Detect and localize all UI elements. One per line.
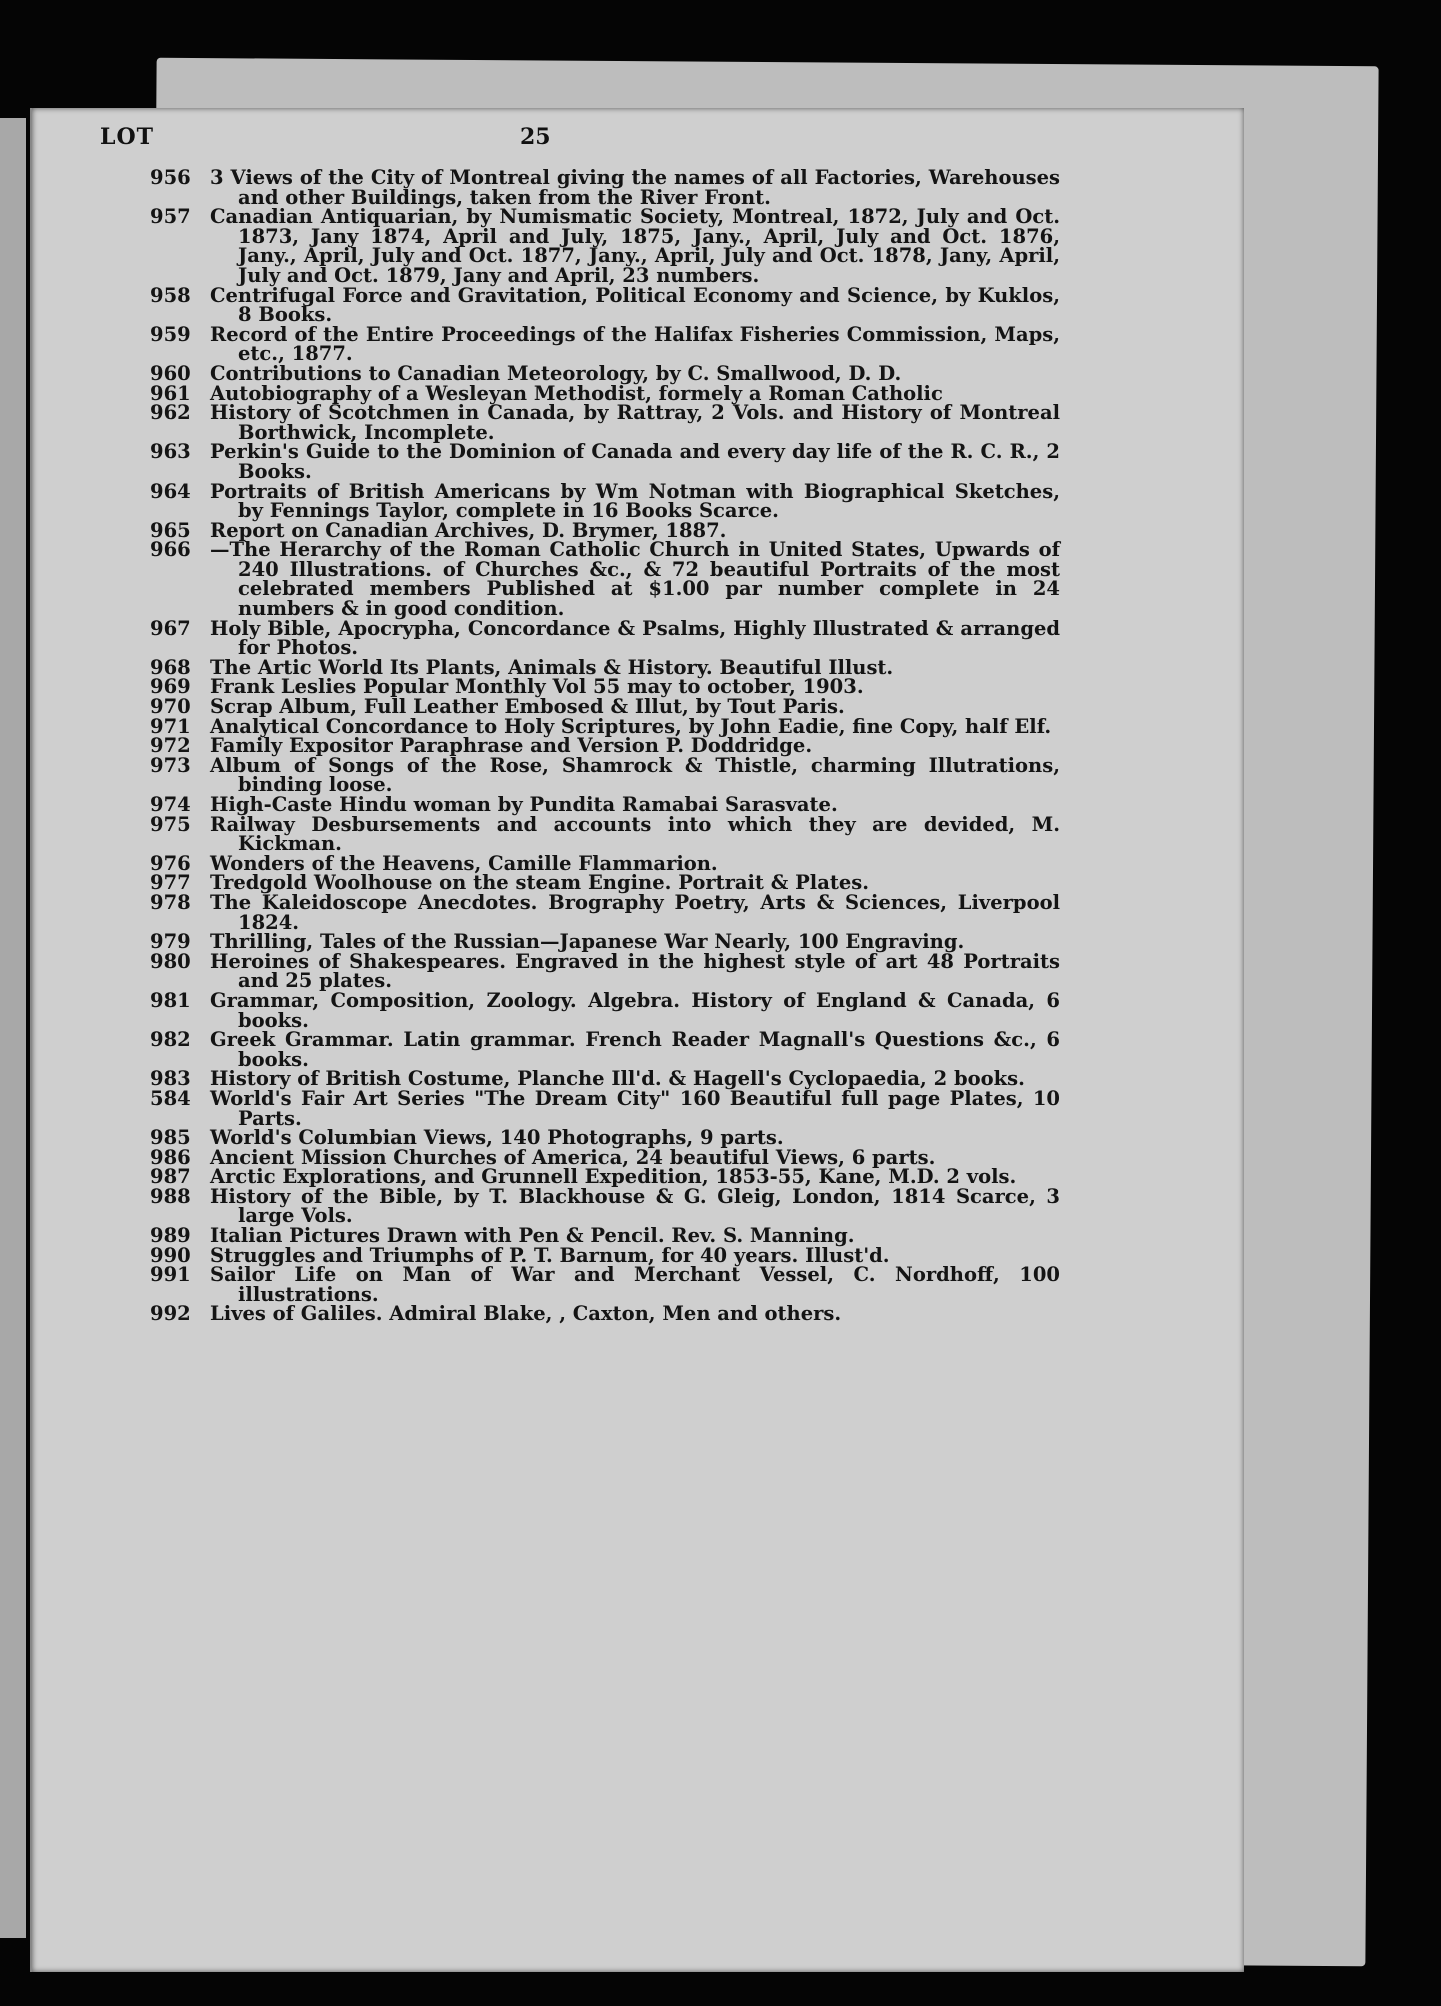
lot-description: Grammar, Composition, Zoology. Algebra. History of England & Canada, 6 books. — [210, 988, 1060, 1032]
list-item — [150, 1128, 1060, 1148]
lot-description: Record of the Entire Proceedings of the Halifax Fisheries Commission, Maps, etc., 1877. — [210, 322, 1060, 366]
list-item — [150, 1030, 1060, 1069]
list-item — [150, 932, 1060, 952]
lot-number: 992 — [150, 1302, 191, 1326]
lot-number: 977 — [150, 871, 191, 895]
list-item — [150, 795, 1060, 815]
lot-column-label: LOT — [100, 124, 155, 150]
lot-description: Frank Leslies Popular Monthly Vol 55 may to october, 1903. — [210, 675, 864, 699]
lot-description: Holy Bible, Apocrypha, Concordance & Psalms, Highly Illustrated & arranged for Photos. — [210, 616, 1060, 660]
lot-number: 982 — [150, 1028, 191, 1052]
lot-description: Thrilling, Tales of the Russian—Japanese War Nearly, 100 Engraving. — [210, 930, 965, 954]
lot-description: 3 Views of the City of Montreal giving the names of all Factories, Warehouses and other Buildings, taken from the River Front. — [210, 166, 1060, 209]
lot-number: 968 — [150, 655, 191, 679]
lot-description: Report on Canadian Archives, D. Brymer, 1887. — [210, 518, 727, 542]
list-item — [150, 1184, 1060, 1228]
list-item — [150, 442, 1060, 481]
lot-number: 958 — [150, 283, 191, 307]
lot-description: Heroines of Shakespeares. Engraved in the highest style of art 48 Portraits and 25 plates. — [210, 949, 1060, 993]
lot-number: 975 — [150, 812, 191, 836]
list-item — [150, 697, 1060, 717]
lot-description: Scrap Album, Full Leather Embosed & Illut, by Tout Paris. — [210, 695, 845, 719]
lot-description: World's Columbian Views, 140 Photographs, 9 parts. — [210, 1126, 784, 1150]
lot-description: Struggles and Triumphs of P. T. Barnum, for 40 years. Illust'd. — [210, 1243, 890, 1267]
lot-list — [150, 168, 1060, 1324]
lot-description: History of Scotchmen in Canada, by Rattray, 2 Vols. and History of Montreal Borthwick, Incomplete. — [210, 401, 1060, 444]
list-item — [150, 168, 1060, 207]
lot-description: Canadian Antiquarian, by Numismatic Society, Montreal, 1872, July and Oct. 1873, Jany 1874, April and July, 1875, Jany., April, July and Oct. 1876, Jany., April, July and Oct. 1877, Jany., April, July and Oct. 1878, Jany, April, July and Oct. 1879, Jany and April, 23 numbers. — [210, 205, 1060, 287]
lot-number: 979 — [150, 930, 191, 954]
lot-number: 963 — [150, 440, 191, 464]
list-item — [150, 616, 1060, 660]
lot-description: The Artic World Its Plants, Animals & History. Beautiful Illust. — [210, 655, 894, 679]
list-item — [150, 479, 1060, 523]
lot-number: 957 — [150, 205, 191, 229]
lot-number: 962 — [150, 401, 191, 425]
lot-number: 988 — [150, 1184, 191, 1208]
lot-description: Album of Songs of the Rose, Shamrock & Thistle, charming Illutrations, binding loose. — [210, 753, 1060, 797]
lot-number: 978 — [150, 890, 191, 914]
lot-number: 981 — [150, 988, 191, 1012]
lot-description: Ancient Mission Churches of America, 24 beautiful Views, 6 parts. — [210, 1145, 936, 1169]
lot-number: 983 — [150, 1067, 191, 1091]
lot-number: 956 — [150, 166, 191, 189]
lot-description: Tredgold Woolhouse on the steam Engine. Portrait & Plates. — [210, 871, 870, 895]
lot-number: 989 — [150, 1224, 191, 1248]
lot-number: 970 — [150, 695, 191, 719]
list-item — [150, 1304, 1060, 1324]
list-item — [150, 1226, 1060, 1246]
lot-number: 976 — [150, 851, 191, 875]
list-item — [150, 1167, 1060, 1187]
lot-description: High-Caste Hindu woman by Pundita Ramabai Sarasvate. — [210, 793, 838, 816]
list-item — [150, 949, 1060, 993]
list-item — [150, 890, 1060, 934]
lot-number: 967 — [150, 616, 191, 640]
list-item — [150, 812, 1060, 856]
lot-number: 974 — [150, 793, 191, 816]
lot-description: Arctic Explorations, and Grunnell Expedition, 1853-55, Kane, M.D. 2 vols. — [210, 1165, 1017, 1189]
list-item — [150, 207, 1060, 285]
lot-number: 960 — [150, 361, 191, 385]
lot-description: Portraits of British Americans by Wm Notman with Biographical Sketches, by Fennings Taylor, complete in 16 Books Scarce. — [210, 479, 1060, 523]
list-item — [150, 361, 1060, 385]
lot-description: Wonders of the Heavens, Camille Flammarion. — [210, 851, 718, 875]
left-page-edge — [0, 118, 26, 1938]
lot-number: 961 — [150, 381, 191, 405]
list-item — [150, 1086, 1060, 1130]
lot-number: 991 — [150, 1263, 191, 1287]
list-item — [150, 753, 1060, 797]
lot-number: 987 — [150, 1165, 191, 1189]
lot-description: World's Fair Art Series "The Dream City" 160 Beautiful full page Plates, 10 Parts. — [210, 1086, 1060, 1130]
lot-description: Perkin's Guide to the Dominion of Canada and every day life of the R. C. R., 2 Books. — [210, 440, 1060, 483]
lot-description: Italian Pictures Drawn with Pen & Pencil. Rev. S. Manning. — [210, 1224, 855, 1248]
list-item — [150, 988, 1060, 1032]
lot-number: 965 — [150, 518, 191, 542]
list-item — [150, 1069, 1060, 1089]
lot-description: The Kaleidoscope Anecdotes. Brography Poetry, Arts & Sciences, Liverpool 1824. — [210, 890, 1060, 934]
lot-description: Lives of Galiles. Admiral Blake, , Caxton, Men and others. — [210, 1302, 842, 1326]
lot-description: Greek Grammar. Latin grammar. French Reader Magnall's Questions &c., 6 books. — [210, 1028, 1060, 1071]
lot-description: Contributions to Canadian Meteorology, by C. Smallwood, D. D. — [210, 361, 902, 385]
lot-number: 584 — [150, 1086, 191, 1110]
lot-description: Centrifugal Force and Gravitation, Political Economy and Science, by Kuklos, 8 Books. — [210, 283, 1060, 327]
lot-number: 980 — [150, 949, 191, 973]
list-item — [150, 322, 1060, 366]
lot-description: Family Expositor Paraphrase and Version P. Doddridge. — [210, 734, 813, 758]
lot-number: 985 — [150, 1126, 191, 1150]
lot-number: 959 — [150, 322, 191, 346]
lot-number: 969 — [150, 675, 191, 699]
lot-description: History of the Bible, by T. Blackhouse & G. Gleig, London, 1814 Scarce, 3 large Vols. — [210, 1184, 1060, 1228]
lot-description: —The Herarchy of the Roman Catholic Church in United States, Upwards of 240 Illustrations. of Churches &c., & 72 beautiful Portraits of the most celebrated members Published at $1.00 par number complete in 24 numbers & in good condition. — [210, 538, 1060, 621]
page-number: 25 — [520, 124, 551, 150]
list-item — [150, 283, 1060, 327]
lot-number: 971 — [150, 714, 191, 738]
list-item — [150, 538, 1060, 621]
lot-number: 990 — [150, 1243, 191, 1267]
lot-description: Railway Desbursements and accounts into which they are devided, M. Kickman. — [210, 812, 1060, 856]
lot-description: Sailor Life on Man of War and Merchant Vessel, C. Nordhoff, 100 illustrations. — [210, 1263, 1060, 1306]
lot-number: 966 — [150, 538, 191, 562]
list-item — [150, 736, 1060, 756]
lot-description: Analytical Concordance to Holy Scriptures, by John Eadie, fine Copy, half Elf. — [210, 714, 1052, 738]
lot-number: 973 — [150, 753, 191, 777]
lot-number: 972 — [150, 734, 191, 758]
lot-description: Autobiography of a Wesleyan Methodist, formely a Roman Catholic — [210, 381, 943, 405]
lot-number: 986 — [150, 1145, 191, 1169]
list-item — [150, 403, 1060, 442]
lot-description: History of British Costume, Planche Ill'd. & Hagell's Cyclopaedia, 2 books. — [210, 1067, 1025, 1091]
lot-number: 964 — [150, 479, 191, 503]
list-item — [150, 1265, 1060, 1304]
